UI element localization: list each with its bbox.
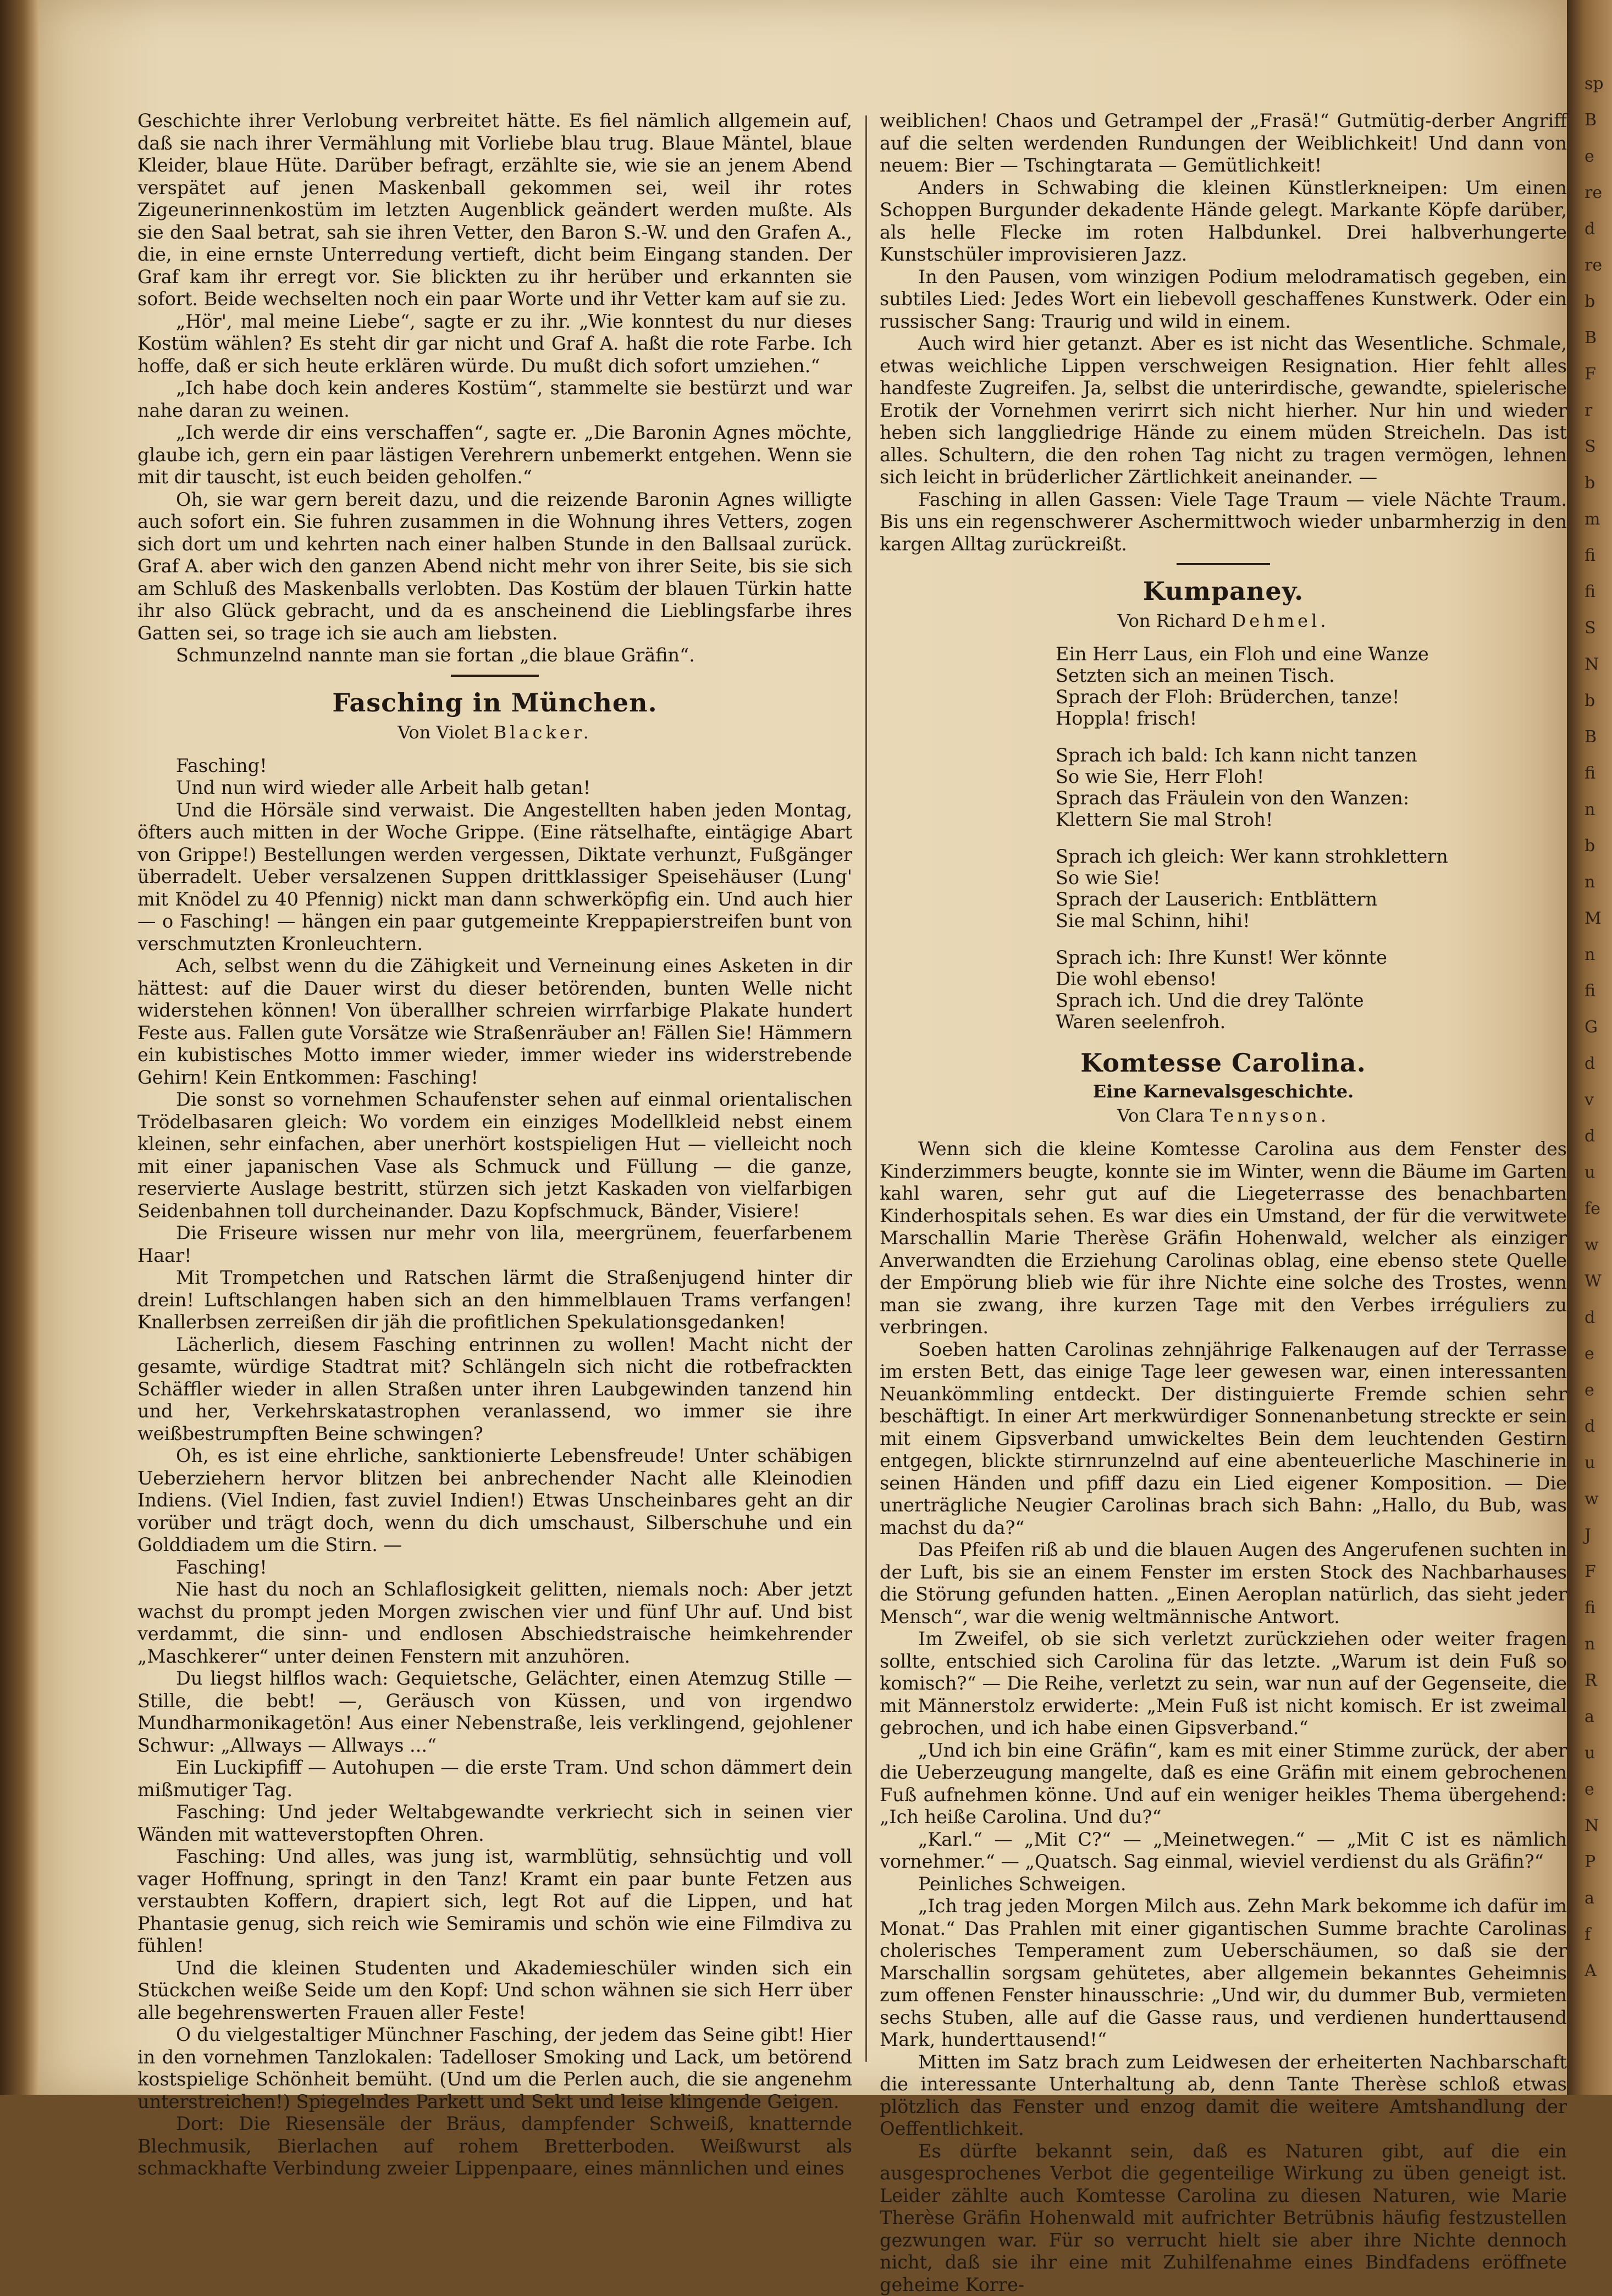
edge-fragment: G bbox=[1585, 1009, 1611, 1046]
paragraph: Im Zweifel, ob sie sich verletzt zurückziehen oder weiter fragen sollte, entschied sich Carolina für das letzte. „Warum ist dein Fuß so komisch?“ — Die Reihe, verletzt zu sein, war nun auf der Gegenseite, die mit Männerstolz erwiderte: „Mein Fuß ist nicht komisch. Er ist zweimal gebrochen, und ich habe einen Gipsverband.“ bbox=[880, 1628, 1567, 1740]
edge-fragment: b bbox=[1585, 284, 1611, 320]
poem-line: So wie Sie, Herr Floh! bbox=[1056, 766, 1567, 787]
edge-fragment: d bbox=[1585, 211, 1611, 247]
paragraph: Du liegst hilflos wach: Gequietsche, Gelächter, einen Atemzug Stille — Stille, die bebt! —, Geräusch von Küssen, und von irgendwo Mundharmonikagetön! Aus einer Nebenstraße, leis verklingend, gejohlener Schwur: „Allways — Allways ...“ bbox=[137, 1668, 852, 1757]
edge-fragment: N bbox=[1585, 1808, 1611, 1844]
paragraph: Mit Trompetchen und Ratschen lärmt die Straßenjugend hinter dir drein! Luftschlangen haben sich an den himmelblauen Trams verfangen! Knallerbsen zerreißen dir jäh die profitlichen Spekulationsgedanken! bbox=[137, 1267, 852, 1334]
poem-stanza bbox=[1056, 947, 1567, 1033]
edge-fragment: re bbox=[1585, 175, 1611, 211]
poem-line: Die wohl ebenso! bbox=[1056, 968, 1567, 990]
left-column bbox=[137, 110, 852, 2067]
edge-fragment: n bbox=[1585, 792, 1611, 828]
edge-fragment: n bbox=[1585, 1626, 1611, 1663]
edge-fragment: n bbox=[1585, 864, 1611, 901]
poem-line: Hoppla! frisch! bbox=[1056, 708, 1567, 729]
edge-fragment: fi bbox=[1585, 973, 1611, 1009]
article-byline bbox=[137, 720, 852, 745]
edge-fragment: W bbox=[1585, 1263, 1611, 1300]
paragraph: Dort: Die Riesensäle der Bräus, dampfender Schweiß, knatternde Blechmusik, Bierlachen auf rohem Bretterboden. Weißwurst als schmackhafte Verbindung zweier Lippenpaare, eines männlichen und eines bbox=[137, 2113, 852, 2180]
paragraph: O du vielgestaltiger Münchner Fasching, der jedem das Seine gibt! Hier in den vornehmen Tanzlokalen: Tadelloser Smoking und Lack, um betörend kostspielige Schönheit bemüht. (Und um die Perlen auch, die sie angenehm unterstreichen!) Spiegelndes Parkett und Sekt und leise klingende Geigen. bbox=[137, 2024, 852, 2113]
edge-fragment: R bbox=[1585, 1663, 1611, 1699]
edge-fragment: S bbox=[1585, 610, 1611, 647]
paragraph: Peinliches Schweigen. bbox=[880, 1873, 1567, 1896]
paragraph: „Ich werde dir eins verschaffen“, sagte er. „Die Baronin Agnes möchte, glaube ich, gern ein paar lästigen Verehrern unbemerkt entgehen. Wenn sie mit dir tauscht, ist euch beiden geholfen.“ bbox=[137, 422, 852, 489]
paragraph: Die Friseure wissen nur mehr von lila, meergrünem, feuerfarbenem Haar! bbox=[137, 1222, 852, 1267]
paragraph: Wenn sich die kleine Komtesse Carolina aus dem Fenster des Kinderzimmers beugte, konnte sie im Winter, wenn die Bäume im Garten kahl waren, sehr gut auf die Liegeterrasse des benachbarten Kinderhospitals sehen. Es war dies ein Umstand, der für die verwitwete Marschallin Marie Therèse Gräfin Hohenwald, welcher als einziger Anverwandten die Erziehung Carolinas oblag, eine ebenso stete Quelle der Empörung blieb wie für ihre Nichte eine solche des Trostes, wenn man sie zwang, ihre kurzen Tage mit den Verbes irréguliers zu verbringen. bbox=[880, 1138, 1567, 1339]
poem-line: Klettern Sie mal Stroh! bbox=[1056, 809, 1567, 830]
paragraph: „Ich trag jeden Morgen Milch aus. Zehn Mark bekomme ich dafür im Monat.“ Das Prahlen mit einer gigantischen Summe brachte Carolinas cholerisches Temperament zum Ueberschäumen, so daß sie der Marschallin sorgsam gehütetes, aber allgemein bekanntes Geheimnis zum offenen Fenster hinausschrie: „Und wir, du dummer Bub, vermieten sechs Stuben, alle auf die Gasse raus, und verdienen hunderttausend Mark, hunderttausend!“ bbox=[880, 1895, 1567, 2051]
poem-stanza bbox=[1056, 643, 1567, 729]
edge-fragment: F bbox=[1585, 356, 1611, 393]
paragraph: „Hör', mal meine Liebe“, sagte er zu ihr. „Wie konntest du nur dieses Kostüm wählen? Es steht dir gar nicht und Graf A. haßt die rote Farbe. Ich hoffe, daß er sich heute erklären würde. Du mußt dich sofort umziehen.“ bbox=[137, 311, 852, 378]
paragraph: „Und ich bin eine Gräfin“, kam es mit einer Stimme zurück, der aber die Ueberzeugung mangelte, daß es eine Gräfin mit einem gebrochenen Fuß aufnehmen könne. Und auf ein weniger heikles Thema übergehend: „Ich heiße Carolina. Und du?“ bbox=[880, 1740, 1567, 1829]
poem-line: Ein Herr Laus, ein Floh und eine Wanze bbox=[1056, 643, 1567, 665]
poem-line: Waren seelenfroh. bbox=[1056, 1011, 1567, 1033]
edge-fragment: a bbox=[1585, 1880, 1611, 1917]
previous-story-continuation bbox=[137, 110, 852, 667]
paragraph: Das Pfeifen riß ab und die blauen Augen des Angerufenen suchten in der Luft, bis sie an einem Fenster im ersten Stock des Nachbarhauses die Störung gefunden hatten. „Einen Aeroplan natürlich, das sieht jeder Mensch“, war die wenig weltmännische Antwort. bbox=[880, 1539, 1567, 1628]
book-spine-left bbox=[0, 0, 38, 2095]
edge-fragment: r bbox=[1585, 393, 1611, 429]
poem-kumpaney bbox=[880, 576, 1567, 1033]
edge-fragment: d bbox=[1585, 1300, 1611, 1336]
edge-fragment: u bbox=[1585, 1445, 1611, 1481]
poem-title: Kumpaney. bbox=[880, 576, 1567, 606]
edge-fragment: b bbox=[1585, 683, 1611, 719]
article-fasching-continuation bbox=[880, 110, 1567, 555]
edge-fragment: u bbox=[1585, 1735, 1611, 1771]
edge-fragment: fe bbox=[1585, 1191, 1611, 1227]
paragraph: Ein Luckipfiff — Autohupen — die erste Tram. Und schon dämmert dein mißmutiger Tag. bbox=[137, 1757, 852, 1801]
edge-fragment: A bbox=[1585, 1953, 1611, 1989]
edge-fragment: w bbox=[1585, 1481, 1611, 1517]
edge-fragment: P bbox=[1585, 1844, 1611, 1880]
paragraph: Oh, es ist eine ehrliche, sanktionierte Lebensfreude! Unter schäbigen Ueberziehern hervor blitzen bei anbrechender Nacht alle Kleinodien Indiens. (Viel Indien, fast zuviel Indien!) Etwas Unscheinbares geht an dir vorüber und trägt doch, wenn du dich umschaust, Silberschuhe und ein Golddiadem um die Stirn. — bbox=[137, 1445, 852, 1557]
story-title: Komtesse Carolina. bbox=[880, 1048, 1567, 1078]
edge-fragment: fi bbox=[1585, 755, 1611, 792]
edge-fragment: b bbox=[1585, 828, 1611, 864]
edge-fragment: d bbox=[1585, 1046, 1611, 1082]
paragraph: Schmunzelnd nannte man sie fortan „die blaue Gräfin“. bbox=[137, 644, 852, 667]
story-byline bbox=[880, 1103, 1567, 1128]
article-title: Fasching in München. bbox=[137, 688, 852, 718]
section-divider bbox=[1177, 563, 1270, 565]
paragraph: Fasching! bbox=[137, 1557, 852, 1579]
poem-body bbox=[1056, 643, 1567, 1033]
poem-stanza bbox=[1056, 744, 1567, 830]
poem-line: So wie Sie! bbox=[1056, 867, 1567, 888]
edge-fragment: v bbox=[1585, 1082, 1611, 1118]
poem-line: Sprach ich. Und die drey Talönte bbox=[1056, 990, 1567, 1011]
edge-fragment: e bbox=[1585, 1336, 1611, 1372]
poem-line: Sie mal Schinn, hihi! bbox=[1056, 910, 1567, 931]
paragraph: Geschichte ihrer Verlobung verbreitet hätte. Es fiel nämlich allgemein auf, daß sie nach ihrer Vermählung mit Vorliebe blau trug. Blaue Mäntel, blaue Kleider, blaue Hüte. Darüber befragt, erzählte sie, wie sie an jenem Abend verspätet auf jenen Maskenball gekommen sei, weil ihr rotes Zigeunerinnenkostüm im letzten Augenblick geändert werden mußte. Als sie den Saal betrat, sah sie ihren Vetter, den Baron S.-W. und den Grafen A., die, in eine ernste Unterredung vertieft, dicht beim Eingang standen. Der Graf kam ihr erregt vor. Sie blickten zu ihr herüber und erkannten sie sofort. Beide wechselten noch ein paar Worte und ihr Vetter kam auf sie zu. bbox=[137, 110, 852, 311]
story-body bbox=[880, 1138, 1567, 2296]
edge-fragment: fi bbox=[1585, 538, 1611, 574]
author-name: Dehmel. bbox=[1232, 610, 1329, 631]
section-divider bbox=[451, 675, 539, 677]
byline-prefix: Von Clara bbox=[1117, 1105, 1204, 1126]
paragraph: Mitten im Satz brach zum Leidwesen der erheiterten Nachbarschaft die interessante Unterhaltung ab, denn Tante Therèse schloß etwas plötzlich das Fenster und enzog damit die weitere Amtshandlung der Oeffentlichkeit. bbox=[880, 2051, 1567, 2140]
edge-fragment: w bbox=[1585, 1227, 1611, 1263]
poem-line: Sprach der Lauserich: Entblättern bbox=[1056, 888, 1567, 910]
paragraph: Fasching in allen Gassen: Viele Tage Traum — viele Nächte Traum. Bis uns ein regenschwerer Aschermittwoch wieder unbarmherzig in den kargen Alltag zurückreißt. bbox=[880, 489, 1567, 556]
edge-fragment: e bbox=[1585, 139, 1611, 175]
paragraph: „Ich habe doch kein anderes Kostüm“, stammelte sie bestürzt und war nahe daran zu weinen. bbox=[137, 377, 852, 422]
paragraph: Soeben hatten Carolinas zehnjährige Falkenaugen auf der Terrasse im ersten Bett, das einige Tage leer gewesen war, einen interessanten Neuankömmling entdeckt. Der distinguierte Fremde schien sehr beschäftigt. In einer Art merkwürdiger Sonnenanbetung streckte er sein mit einem Gipsverband umwickeltes Bein dem leuchtenden Gestirn entgegen, blickte stirnrunzelnd auf eine abenteuerliche Maschinerie in seinen Händen und pfiff dazu ein Lied eigener Komposition. — Die unerträgliche Neugier Carolinas brach sich Bahn: „Hallo, du Bub, was machst du da?“ bbox=[880, 1339, 1567, 1539]
edge-fragment: n bbox=[1585, 937, 1611, 973]
edge-fragment: J bbox=[1585, 1517, 1611, 1554]
next-page-edge bbox=[1585, 66, 1611, 1990]
poem-line: Sprach der Floh: Brüderchen, tanze! bbox=[1056, 686, 1567, 708]
paragraph: Lächerlich, diesem Fasching entrinnen zu wollen! Macht nicht der gesamte, würdige Stadtrat mit? Schlängeln sich nicht die rotbefrackten Schäffler wieder in allen Straßen unter ihren Laubgewinden tanzend hin und her, Verkehrskatastrophen veranlassend, wo immer sie ihre weißbestrumpften Beine schwingen? bbox=[137, 1334, 852, 1445]
edge-fragment: d bbox=[1585, 1409, 1611, 1445]
poem-line: Setzten sich an meinen Tisch. bbox=[1056, 665, 1567, 686]
paragraph: Anders in Schwabing die kleinen Künstlerkneipen: Um einen Schoppen Burgunder dekadente Hände gelegt. Markante Köpfe darüber, als helle Flecke im roten Halbdunkel. Drei halbverhungerte Kunstschüler improvisieren Jazz. bbox=[880, 177, 1567, 266]
poem-byline bbox=[880, 608, 1567, 633]
paragraph: In den Pausen, vom winzigen Podium melodramatisch gegeben, ein subtiles Lied: Jedes Wort ein liebevoll geschaffenes Kunstwerk. Oder ein russischer Sang: Traurig und wild in einem. bbox=[880, 266, 1567, 333]
edge-fragment: d bbox=[1585, 1118, 1611, 1155]
paragraph: Nie hast du noch an Schlaflosigkeit gelitten, niemals noch: Aber jetzt wachst du prompt jeden Morgen zwischen vier und fünf Uhr auf. Und bist verdammt, die sinn- und endlosen Abschiedstraische heimkehrender „Maschkerer“ unter deinen Fenstern mit anzuhören. bbox=[137, 1578, 852, 1668]
edge-fragment: M bbox=[1585, 901, 1611, 937]
edge-fragment: f bbox=[1585, 1917, 1611, 1953]
paragraph: Und die Hörsäle sind verwaist. Die Angestellten haben jeden Montag, öfters auch mitten in der Woche Grippe. (Eine rätselhafte, eintägige Abart von Grippe!) Bestellungen werden vergessen, Diktate verhunzt, Fußgänger überradelt. Ueber versalzenen Suppen drittklassiger Speisehäuser (Lung' mit Knödel zu 40 Pfennig) nickt man dann schwerköpfig ein. Und auch hier — o Fasching! — hängen ein paar gutgemeinte Kreppapierstreifen bunt von verschmutzten Kronleuchtern. bbox=[137, 799, 852, 956]
poem-line: Sprach ich: Ihre Kunst! Wer könnte bbox=[1056, 947, 1567, 968]
paragraph: Fasching: Und alles, was jung ist, warmblütig, sehnsüchtig und voll vager Hoffnung, springt in den Tanz! Kramt ein paar bunte Fetzen aus verstaubten Koffern, drapiert sich, legt Rot auf die Lippen, und hat Phantasie genug, sich reich wie Semiramis und schön wie eine Filmdiva zu fühlen! bbox=[137, 1846, 852, 1957]
paragraph: Und nun wird wieder alle Arbeit halb getan! bbox=[137, 777, 852, 799]
column-divider bbox=[865, 115, 867, 2062]
author-name: Tennyson. bbox=[1210, 1105, 1330, 1126]
edge-fragment: B bbox=[1585, 719, 1611, 755]
edge-fragment: e bbox=[1585, 1771, 1611, 1808]
byline-prefix: Von Richard bbox=[1118, 610, 1227, 631]
edge-fragment: re bbox=[1585, 247, 1611, 284]
author-name: Blacker. bbox=[494, 722, 592, 743]
edge-fragment: m bbox=[1585, 501, 1611, 538]
story-subtitle: Eine Karnevalsgeschichte. bbox=[880, 1080, 1567, 1103]
paragraph: weiblichen! Chaos und Getrampel der „Frasä!“ Gutmütig-derber Angriff auf die selten werdenden Rundungen der Weiblichkeit! Und dann von neuem: Bier — Tschingtarata — Gemütlichkeit! bbox=[880, 110, 1567, 177]
edge-fragment: u bbox=[1585, 1155, 1611, 1191]
edge-fragment: S bbox=[1585, 429, 1611, 465]
paragraph: Auch wird hier getanzt. Aber es ist nicht das Wesentliche. Schmale, etwas weichliche Lippen verschweigen Resignation. Hier fehlt alles handfeste Zugreifen. Ja, selbst die unterirdische, gewandte, spielerische Erotik der Vornehmen verirrt sich nicht hierher. Nur hin und wieder heben sich langgliedrige Hände zu einem müden Streicheln. Das ist alles. Schultern, die den rohen Tag nicht zu tragen vermögen, lehnen sich leicht in brüderlicher Zärtlichkeit aneinander. — bbox=[880, 333, 1567, 489]
story-komtesse-carolina bbox=[880, 1048, 1567, 2296]
poem-stanza bbox=[1056, 846, 1567, 931]
article-fasching bbox=[137, 688, 852, 2180]
paragraph: Fasching: Und jeder Weltabgewandte verkriecht sich in seinen vier Wänden mit watteverstopften Ohren. bbox=[137, 1801, 852, 1846]
edge-fragment: N bbox=[1585, 647, 1611, 683]
edge-fragment: sp bbox=[1585, 66, 1611, 102]
edge-fragment: B bbox=[1585, 320, 1611, 356]
edge-fragment: b bbox=[1585, 465, 1611, 501]
edge-fragment: e bbox=[1585, 1372, 1611, 1409]
byline-prefix: Von Violet bbox=[398, 722, 488, 743]
edge-fragment: fi bbox=[1585, 574, 1611, 610]
paragraph: Und die kleinen Studenten und Akademieschüler winden sich ein Stückchen weiße Seide um den Kopf: Und schon wähnen sie sich Herr über alle begehrenswerten Frauen aller Feste! bbox=[137, 1957, 852, 2024]
edge-fragment: B bbox=[1585, 102, 1611, 139]
paragraph: Oh, sie war gern bereit dazu, und die reizende Baronin Agnes willigte auch sofort ein. Sie fuhren zusammen in die Wohnung ihres Vetters, zogen sich dort um und kehrten nach einer halben Stunde in den Ballsaal zurück. Graf A. aber wich den ganzen Abend nicht mehr von ihrer Seite, bis sie sich am Schluß des Maskenballs verlobten. Das Kostüm der blauen Türkin hatte ihr also Glück gebracht, und da es anscheinend die Lieblingsfarbe ihres Gatten sei, so trage ich sie auch am liebsten. bbox=[137, 489, 852, 645]
edge-fragment: fi bbox=[1585, 1590, 1611, 1626]
poem-line: Sprach ich bald: Ich kann nicht tanzen bbox=[1056, 744, 1567, 766]
poem-line: Sprach ich gleich: Wer kann strohklettern bbox=[1056, 846, 1567, 867]
right-column bbox=[880, 110, 1567, 2067]
paragraph: Es dürfte bekannt sein, daß es Naturen gibt, auf die ein ausgesprochenes Verbot die gegenteilige Wirkung zu üben geneigt ist. Leider zählte auch Komtesse Carolina zu diesen Naturen, wie Marie Therèse Gräfin Hohenwald mit aufrichter Betrübnis häufig festzustellen gezwungen war. Für so verrucht hielt sie aber ihre Nichte dennoch nicht, daß sie ihr eine mit Zuhilfenahme eines Bindfadens eröffnete geheime Korre- bbox=[880, 2140, 1567, 2296]
poem-line: Sprach das Fräulein von den Wanzen: bbox=[1056, 787, 1567, 809]
edge-fragment: F bbox=[1585, 1554, 1611, 1590]
edge-fragment: a bbox=[1585, 1699, 1611, 1735]
paragraph: „Karl.“ — „Mit C?“ — „Meinetwegen.“ — „Mit C ist es nämlich vornehmer.“ — „Quatsch. Sag einmal, wieviel verdienst du als Gräfin?“ bbox=[880, 1829, 1567, 1873]
paragraph: Fasching! bbox=[137, 755, 852, 777]
paragraph: Ach, selbst wenn du die Zähigkeit und Verneinung eines Asketen in dir hättest: auf die Dauer wirst du dieser betörenden, bunten Welle nicht widerstehen können! Von überallher schreien wirrfarbige Plakate hundert Feste aus. Fallen gute Vorsätze wie Straßenräuber an! Fällen Sie! Hämmern ein kubistisches Motto immer wieder, immer wieder ins widerstrebende Gehirn! Kein Entkommen: Fasching! bbox=[137, 955, 852, 1089]
paragraph: Die sonst so vornehmen Schaufenster sehen auf einmal orientalischen Trödelbasaren gleich: Wo vordem ein einziges Modellkleid nebst einem kleinen, sehr einfachen, aber unerhört kostspieligen Hut — vielleicht noch mit einer japanischen Vase als Schmuck und Füllung — die ganze, reservierte Auslage bestritt, stürzen sich jetzt Kaskaden von vielfarbigen Seidenbahnen toll durcheinander. Dazu Kopfschmuck, Bänder, Visiere! bbox=[137, 1089, 852, 1222]
article-body bbox=[137, 755, 852, 2180]
